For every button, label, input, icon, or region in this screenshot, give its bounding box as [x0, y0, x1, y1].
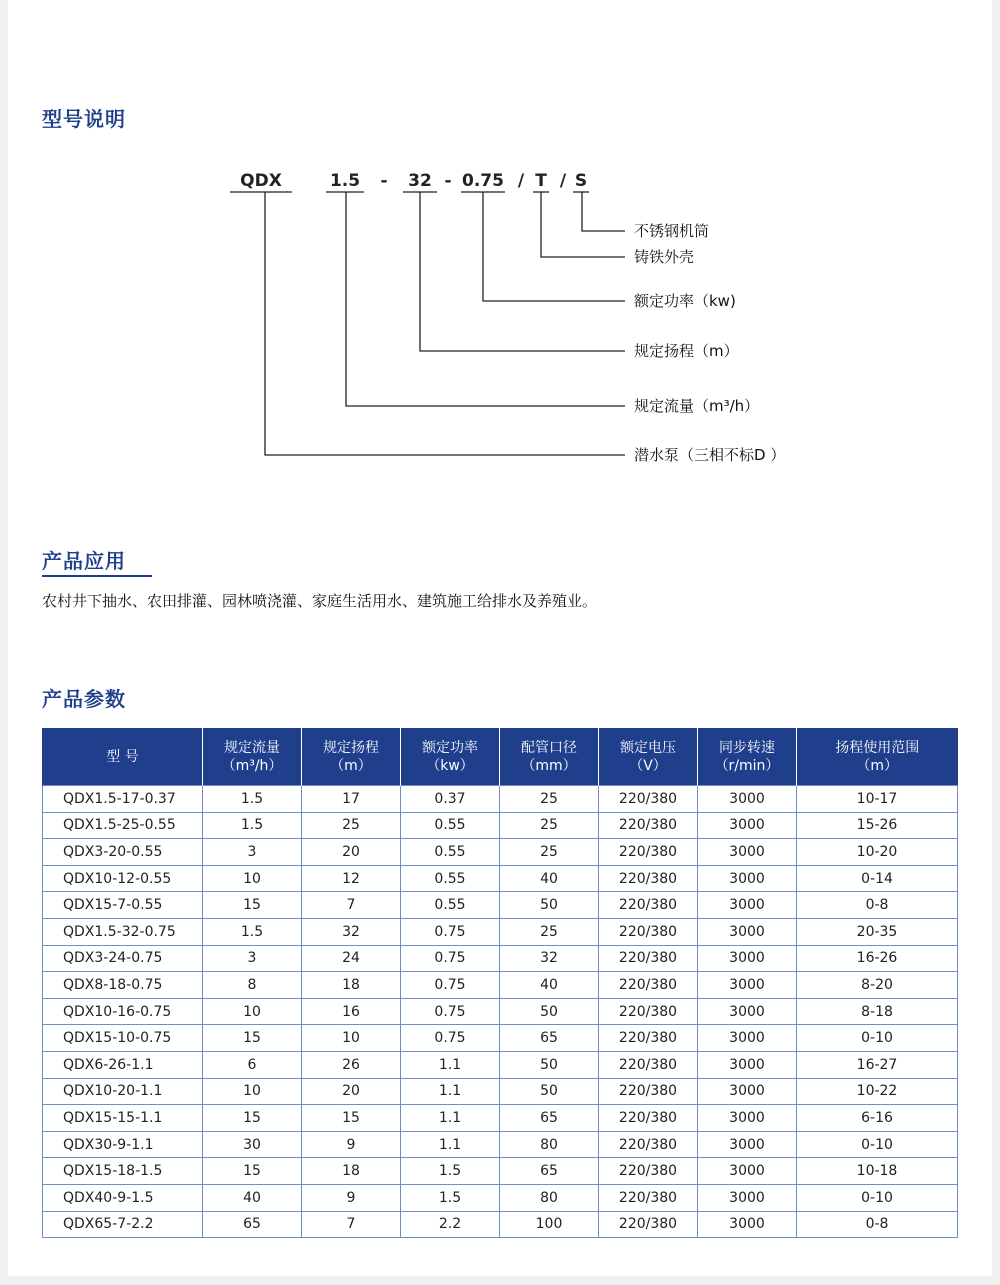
- cell-model: QDX6-26-1.1: [43, 1051, 203, 1078]
- cell-head: 15: [302, 1105, 401, 1132]
- cell-power: 0.75: [401, 972, 500, 999]
- cell-range: 0-8: [797, 1211, 958, 1238]
- cell-head: 10: [302, 1025, 401, 1052]
- cell-flow: 30: [203, 1131, 302, 1158]
- cell-power: 1.5: [401, 1158, 500, 1185]
- cell-power: 0.55: [401, 892, 500, 919]
- cell-flow: 65: [203, 1211, 302, 1238]
- label-submersible-pump: 潜水泵（三相不标D ）: [634, 446, 786, 464]
- cell-speed: 3000: [698, 998, 797, 1025]
- cell-pipe: 65: [500, 1025, 599, 1052]
- cell-range: 16-26: [797, 945, 958, 972]
- label-cast-iron-shell: 铸铁外壳: [634, 248, 695, 266]
- cell-power: 2.2: [401, 1211, 500, 1238]
- cell-speed: 3000: [698, 1131, 797, 1158]
- cell-speed: 3000: [698, 1211, 797, 1238]
- cell-range: 10-20: [797, 839, 958, 866]
- table-body: [43, 786, 958, 1238]
- table-row: [43, 972, 958, 999]
- cell-pipe: 40: [500, 972, 599, 999]
- cell-model: QDX3-24-0.75: [43, 945, 203, 972]
- params-table: [42, 728, 958, 1238]
- cell-model: QDX15-10-0.75: [43, 1025, 203, 1052]
- cell-power: 0.55: [401, 839, 500, 866]
- cell-power: 1.1: [401, 1051, 500, 1078]
- cell-flow: 1.5: [203, 812, 302, 839]
- cell-model: QDX8-18-0.75: [43, 972, 203, 999]
- cell-range: 0-10: [797, 1025, 958, 1052]
- table-row: [43, 1211, 958, 1238]
- cell-flow: 3: [203, 839, 302, 866]
- cell-power: 0.37: [401, 786, 500, 813]
- cell-power: 0.55: [401, 865, 500, 892]
- cell-power: 0.75: [401, 945, 500, 972]
- label-rated-flow: 规定流量（m³/h）: [634, 397, 760, 415]
- cell-flow: 3: [203, 945, 302, 972]
- table-row: [43, 786, 958, 813]
- code-qdx: QDX: [240, 171, 282, 191]
- header-pipe-diameter: 配管口径 （mm）: [500, 728, 599, 786]
- cell-flow: 10: [203, 1078, 302, 1105]
- cell-speed: 3000: [698, 1184, 797, 1211]
- cell-model: QDX15-18-1.5: [43, 1158, 203, 1185]
- cell-voltage: 220/380: [599, 1158, 698, 1185]
- table-row: [43, 998, 958, 1025]
- cell-voltage: 220/380: [599, 892, 698, 919]
- label-rated-head: 规定扬程（m）: [634, 342, 739, 360]
- cell-voltage: 220/380: [599, 1105, 698, 1132]
- cell-flow: 1.5: [203, 786, 302, 813]
- cell-flow: 15: [203, 1158, 302, 1185]
- cell-model: QDX15-7-0.55: [43, 892, 203, 919]
- header-speed: 同步转速 （r/min）: [698, 728, 797, 786]
- header-flow: 规定流量 （m³/h）: [203, 728, 302, 786]
- cell-voltage: 220/380: [599, 945, 698, 972]
- header-head-range: 扬程使用范围 （m）: [797, 728, 958, 786]
- cell-pipe: 80: [500, 1184, 599, 1211]
- cell-head: 7: [302, 1211, 401, 1238]
- cell-head: 7: [302, 892, 401, 919]
- cell-pipe: 32: [500, 945, 599, 972]
- cell-range: 16-27: [797, 1051, 958, 1078]
- cell-flow: 40: [203, 1184, 302, 1211]
- cell-speed: 3000: [698, 918, 797, 945]
- header-head: 规定扬程 （m）: [302, 728, 401, 786]
- cell-power: 1.1: [401, 1078, 500, 1105]
- application-section-title: 产品应用: [42, 549, 126, 573]
- cell-model: QDX15-15-1.1: [43, 1105, 203, 1132]
- cell-speed: 3000: [698, 892, 797, 919]
- cell-power: 0.75: [401, 1025, 500, 1052]
- cell-voltage: 220/380: [599, 786, 698, 813]
- cell-power: 1.1: [401, 1105, 500, 1132]
- cell-voltage: 220/380: [599, 1025, 698, 1052]
- cell-voltage: 220/380: [599, 918, 698, 945]
- cell-head: 20: [302, 839, 401, 866]
- cell-range: 0-14: [797, 865, 958, 892]
- table-row: [43, 945, 958, 972]
- cell-range: 8-18: [797, 998, 958, 1025]
- cell-flow: 1.5: [203, 918, 302, 945]
- code-dash-1: -: [380, 171, 388, 191]
- cell-flow: 10: [203, 998, 302, 1025]
- cell-speed: 3000: [698, 839, 797, 866]
- cell-pipe: 65: [500, 1105, 599, 1132]
- cell-voltage: 220/380: [599, 1051, 698, 1078]
- cell-speed: 3000: [698, 1158, 797, 1185]
- table-row: [43, 839, 958, 866]
- cell-voltage: 220/380: [599, 1211, 698, 1238]
- cell-head: 16: [302, 998, 401, 1025]
- cell-flow: 15: [203, 1025, 302, 1052]
- header-voltage: 额定电压 （V）: [599, 728, 698, 786]
- cell-pipe: 40: [500, 865, 599, 892]
- cell-voltage: 220/380: [599, 1131, 698, 1158]
- cell-range: 8-20: [797, 972, 958, 999]
- cell-speed: 3000: [698, 786, 797, 813]
- cell-model: QDX10-12-0.55: [43, 865, 203, 892]
- cell-speed: 3000: [698, 945, 797, 972]
- header-power: 额定功率 （kw）: [401, 728, 500, 786]
- cell-pipe: 25: [500, 918, 599, 945]
- cell-pipe: 50: [500, 1051, 599, 1078]
- cell-range: 0-10: [797, 1131, 958, 1158]
- code-head: 32: [408, 171, 432, 191]
- code-s: S: [574, 171, 588, 191]
- cell-model: QDX65-7-2.2: [43, 1211, 203, 1238]
- table-row: [43, 1051, 958, 1078]
- cell-flow: 15: [203, 892, 302, 919]
- table-row: [43, 865, 958, 892]
- cell-pipe: 25: [500, 786, 599, 813]
- cell-voltage: 220/380: [599, 1184, 698, 1211]
- cell-speed: 3000: [698, 865, 797, 892]
- cell-head: 25: [302, 812, 401, 839]
- table-header-row: [43, 728, 958, 786]
- code-power: 0.75: [462, 171, 504, 191]
- cell-voltage: 220/380: [599, 865, 698, 892]
- cell-range: 0-10: [797, 1184, 958, 1211]
- label-stainless-barrel: 不锈钢机筒: [634, 222, 710, 240]
- cell-model: QDX3-20-0.55: [43, 839, 203, 866]
- cell-range: 10-22: [797, 1078, 958, 1105]
- cell-model: QDX40-9-1.5: [43, 1184, 203, 1211]
- cell-model: QDX30-9-1.1: [43, 1131, 203, 1158]
- table-row: [43, 892, 958, 919]
- table-row: [43, 1131, 958, 1158]
- cell-range: 15-26: [797, 812, 958, 839]
- cell-head: 24: [302, 945, 401, 972]
- cell-head: 17: [302, 786, 401, 813]
- cell-voltage: 220/380: [599, 972, 698, 999]
- cell-range: 6-16: [797, 1105, 958, 1132]
- code-t: T: [535, 171, 547, 191]
- cell-voltage: 220/380: [599, 1078, 698, 1105]
- cell-head: 26: [302, 1051, 401, 1078]
- table-row: [43, 918, 958, 945]
- cell-pipe: 65: [500, 1158, 599, 1185]
- table-row: [43, 1025, 958, 1052]
- cell-range: 0-8: [797, 892, 958, 919]
- cell-head: 20: [302, 1078, 401, 1105]
- cell-power: 0.75: [401, 918, 500, 945]
- cell-head: 32: [302, 918, 401, 945]
- header-model: 型 号: [43, 728, 203, 786]
- application-text: 农村井下抽水、农田排灌、园林喷浇灌、家庭生活用水、建筑施工给排水及养殖业。: [42, 592, 598, 610]
- cell-speed: 3000: [698, 1078, 797, 1105]
- cell-model: QDX10-16-0.75: [43, 998, 203, 1025]
- cell-voltage: 220/380: [599, 998, 698, 1025]
- model-code-diagram: [0, 0, 1000, 480]
- table-row: [43, 1184, 958, 1211]
- code-flow: 1.5: [329, 171, 361, 191]
- cell-voltage: 220/380: [599, 812, 698, 839]
- cell-head: 9: [302, 1184, 401, 1211]
- cell-power: 0.55: [401, 812, 500, 839]
- cell-head: 18: [302, 1158, 401, 1185]
- table-row: [43, 1078, 958, 1105]
- cell-range: 20-35: [797, 918, 958, 945]
- cell-speed: 3000: [698, 1025, 797, 1052]
- cell-head: 9: [302, 1131, 401, 1158]
- code-dash-2: -: [444, 171, 452, 191]
- cell-power: 1.1: [401, 1131, 500, 1158]
- code-slash-1: /: [517, 171, 525, 191]
- cell-speed: 3000: [698, 972, 797, 999]
- cell-speed: 3000: [698, 812, 797, 839]
- cell-power: 0.75: [401, 998, 500, 1025]
- cell-flow: 15: [203, 1105, 302, 1132]
- label-rated-power: 额定功率（kw): [634, 292, 736, 310]
- cell-range: 10-17: [797, 786, 958, 813]
- cell-model: QDX1.5-17-0.37: [43, 786, 203, 813]
- cell-pipe: 80: [500, 1131, 599, 1158]
- cell-flow: 8: [203, 972, 302, 999]
- cell-speed: 3000: [698, 1105, 797, 1132]
- table-row: [43, 1158, 958, 1185]
- cell-pipe: 25: [500, 812, 599, 839]
- code-slash-2: /: [559, 171, 567, 191]
- cell-voltage: 220/380: [599, 839, 698, 866]
- cell-pipe: 50: [500, 1078, 599, 1105]
- cell-head: 18: [302, 972, 401, 999]
- model-section-title: 型号说明: [42, 107, 126, 131]
- cell-model: QDX1.5-25-0.55: [43, 812, 203, 839]
- cell-pipe: 100: [500, 1211, 599, 1238]
- table-row: [43, 1105, 958, 1132]
- cell-range: 10-18: [797, 1158, 958, 1185]
- cell-model: QDX10-20-1.1: [43, 1078, 203, 1105]
- cell-head: 12: [302, 865, 401, 892]
- cell-model: QDX1.5-32-0.75: [43, 918, 203, 945]
- params-section-title: 产品参数: [42, 687, 126, 711]
- cell-pipe: 50: [500, 998, 599, 1025]
- table-row: [43, 812, 958, 839]
- cell-pipe: 50: [500, 892, 599, 919]
- cell-speed: 3000: [698, 1051, 797, 1078]
- cell-flow: 6: [203, 1051, 302, 1078]
- cell-pipe: 25: [500, 839, 599, 866]
- cell-flow: 10: [203, 865, 302, 892]
- cell-power: 1.5: [401, 1184, 500, 1211]
- application-title-underline: [42, 575, 152, 577]
